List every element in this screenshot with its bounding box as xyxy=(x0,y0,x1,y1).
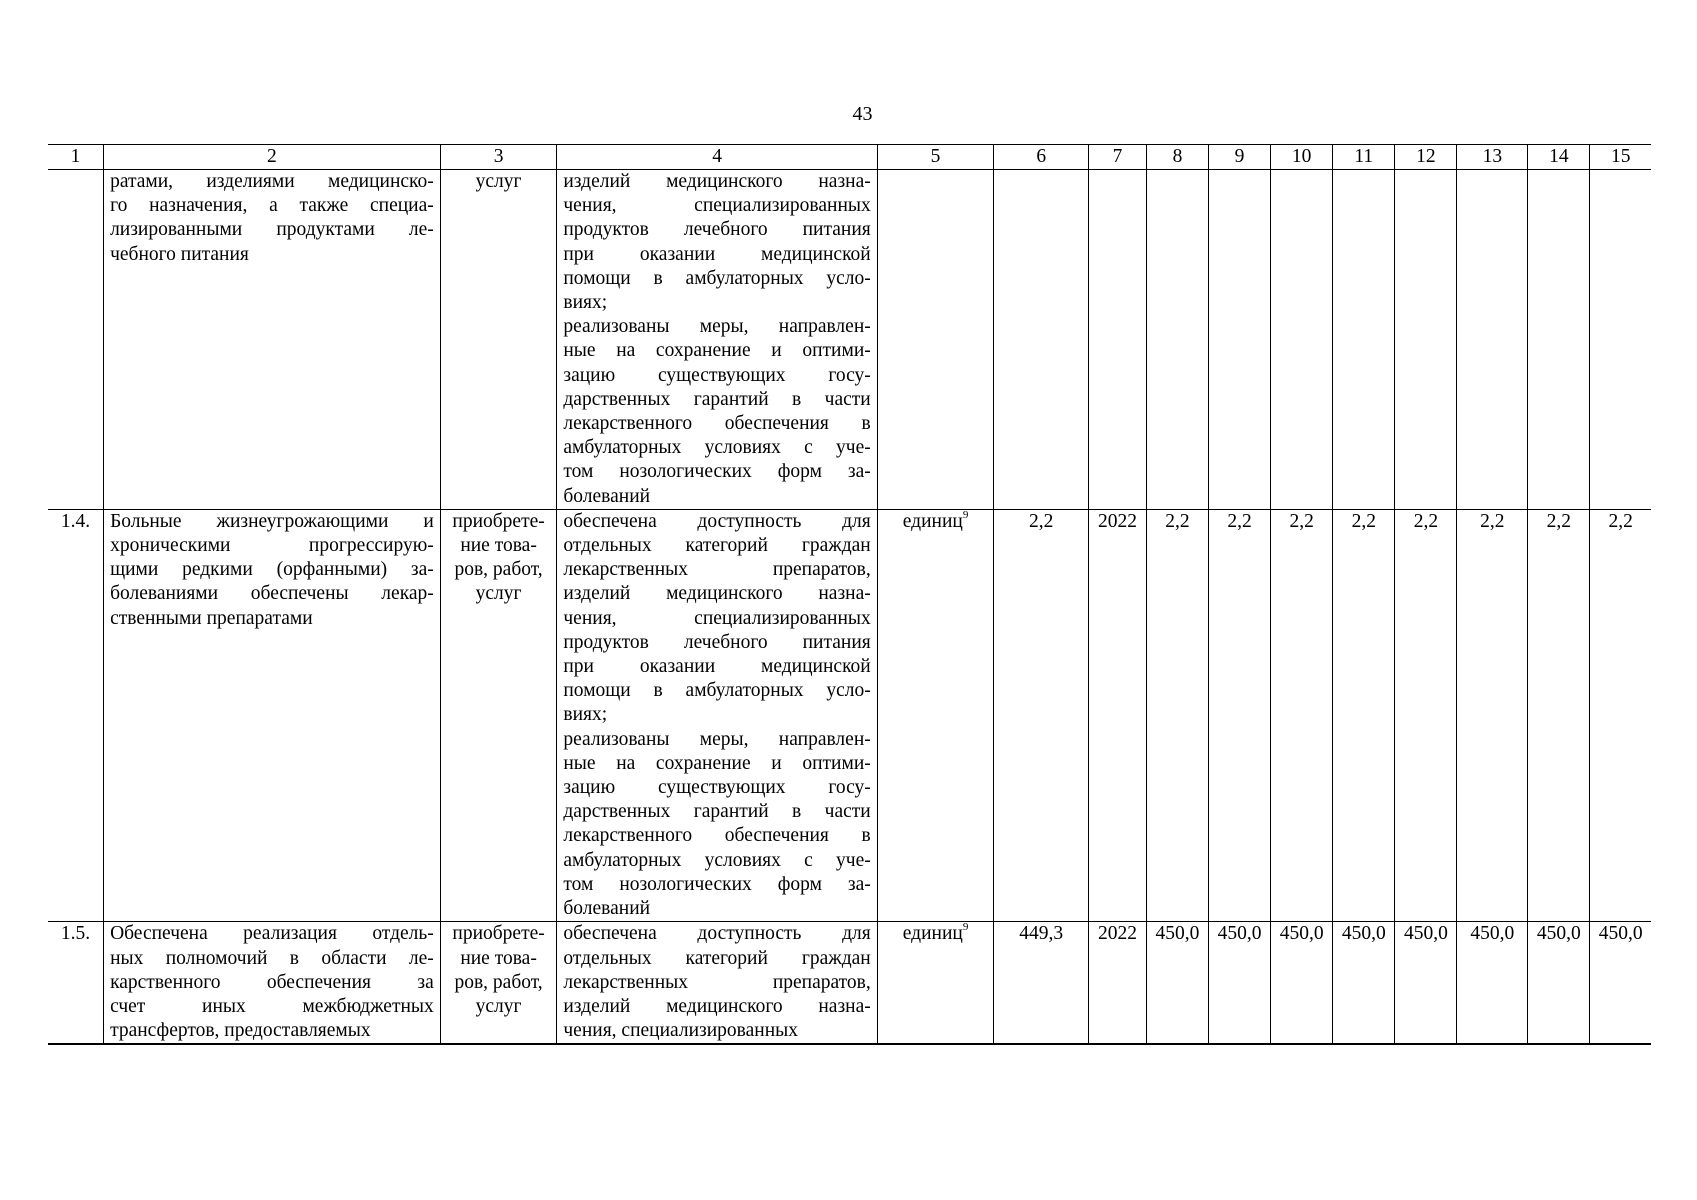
text-line: щими редкими (орфанными) за- xyxy=(110,559,434,581)
year-value-cell: 450,0 xyxy=(1271,922,1333,1045)
year-value-cell: 2,2 xyxy=(1271,509,1333,921)
text-line: реализованы меры, направлен- xyxy=(563,728,871,750)
text-line: го назначения, а также специа- xyxy=(110,195,434,217)
text-line: том нозологических форм за- xyxy=(563,873,871,895)
text-line: ные на сохранение и оптими- xyxy=(563,340,871,362)
year-value-cell: 450,0 xyxy=(1528,922,1590,1045)
footnote-marker: 9 xyxy=(962,508,969,521)
unit-cell xyxy=(877,509,994,921)
text-line: ние това- xyxy=(460,535,537,557)
text-line: приобрете- xyxy=(452,923,545,945)
text-line: дарственных гарантий в части xyxy=(563,388,871,410)
year-value-cell: 450,0 xyxy=(1590,922,1651,1045)
structural-element-type-cell xyxy=(440,170,557,510)
column-number-7: 7 xyxy=(1089,145,1147,170)
structural-element-type-cell xyxy=(440,509,557,921)
column-number-3: 3 xyxy=(440,145,557,170)
text-line: Больные жизнеугрожающими и xyxy=(110,510,434,532)
year-value-cell: 450,0 xyxy=(1395,922,1457,1045)
text-line: амбулаторных условиях с уче- xyxy=(563,437,871,459)
text-line: чения, специализированных xyxy=(563,1020,799,1042)
text-line: лекарственного обеспечения в xyxy=(563,825,871,847)
year-value-cell xyxy=(1457,170,1528,510)
text-line: лизированными продуктами ле- xyxy=(110,219,434,241)
text-line: услуг xyxy=(475,583,522,605)
text-line: ров, работ, xyxy=(454,971,543,993)
text-line: обеспечена доступность для xyxy=(563,923,871,945)
unit-cell xyxy=(877,922,994,1045)
column-number-14: 14 xyxy=(1528,145,1590,170)
base-year-cell: 2022 xyxy=(1089,509,1147,921)
table-row xyxy=(48,170,1651,510)
text-line: продуктов лечебного питания xyxy=(563,219,871,241)
text-line: реализованы меры, направлен- xyxy=(563,316,871,338)
year-value-cell xyxy=(1590,170,1651,510)
text-line: том нозологических форм за- xyxy=(563,461,871,483)
text-line: ратами, изделиями медицинско- xyxy=(110,171,434,192)
text-line: изделий медицинского назна- xyxy=(563,995,871,1017)
text-line: ственными препаратами xyxy=(110,607,313,629)
year-value-cell xyxy=(1146,170,1208,510)
text-line: продуктов лечебного питания xyxy=(563,631,871,653)
text-line: виях; xyxy=(563,704,608,726)
year-value-cell: 2,2 xyxy=(1528,509,1590,921)
footnote-marker: 9 xyxy=(962,921,969,934)
year-value-cell: 2,2 xyxy=(1457,509,1528,921)
unit-label: единиц xyxy=(902,923,963,945)
column-number-6: 6 xyxy=(994,145,1089,170)
text-line: при оказании медицинской xyxy=(563,243,871,265)
year-value-cell: 2,2 xyxy=(1590,509,1651,921)
text-line: карственного обеспечения за xyxy=(110,971,434,993)
text-line: услуг xyxy=(475,995,522,1017)
base-value-cell: 449,3 xyxy=(994,922,1089,1045)
base-value-cell: 2,2 xyxy=(994,509,1089,921)
result-description-cell xyxy=(557,509,877,921)
text-line: изделий медицинского назна- xyxy=(563,171,871,192)
page-number: 43 xyxy=(852,103,873,125)
task-name-cell xyxy=(104,922,441,1045)
column-number-11: 11 xyxy=(1333,145,1395,170)
column-number-10: 10 xyxy=(1271,145,1333,170)
base-value-cell xyxy=(994,170,1089,510)
year-value-cell: 2,2 xyxy=(1146,509,1208,921)
column-number-9: 9 xyxy=(1209,145,1271,170)
text-line: лекарственного обеспечения в xyxy=(563,413,871,435)
year-value-cell xyxy=(1271,170,1333,510)
year-value-cell: 2,2 xyxy=(1395,509,1457,921)
text-line: болеваний xyxy=(563,898,651,920)
text-line: счет иных межбюджетных xyxy=(110,995,434,1017)
text-line: отдельных категорий граждан xyxy=(563,535,871,557)
task-name-cell xyxy=(104,170,441,510)
text-line: чебного питания xyxy=(110,243,249,265)
text-line: трансфертов, предоставляемых xyxy=(110,1020,371,1042)
structural-element-type-cell xyxy=(440,922,557,1045)
text-line: зацию существующих госу- xyxy=(563,777,871,799)
text-line: виях; xyxy=(563,292,608,314)
text-line: изделий медицинского назна- xyxy=(563,583,871,605)
text-line: ные на сохранение и оптими- xyxy=(563,752,871,774)
text-line: болеваний xyxy=(563,485,651,507)
text-line: ных полномочий в области ле- xyxy=(110,947,434,969)
year-value-cell: 450,0 xyxy=(1146,922,1208,1045)
column-number-row xyxy=(48,145,1651,170)
year-value-cell: 2,2 xyxy=(1209,509,1271,921)
year-value-cell xyxy=(1528,170,1590,510)
column-number-15: 15 xyxy=(1590,145,1651,170)
task-name-cell xyxy=(104,509,441,921)
year-value-cell xyxy=(1395,170,1457,510)
year-value-cell: 450,0 xyxy=(1333,922,1395,1045)
base-year-cell: 2022 xyxy=(1089,922,1147,1045)
text-line: обеспечена доступность для xyxy=(563,510,871,532)
text-line: зацию существующих госу- xyxy=(563,364,871,386)
text-line: дарственных гарантий в части xyxy=(563,801,871,823)
text-line: амбулаторных условиях с уче- xyxy=(563,849,871,871)
text-line: при оказании медицинской xyxy=(563,656,871,678)
unit-label: единиц xyxy=(902,510,963,532)
text-line: отдельных категорий граждан xyxy=(563,947,871,969)
text-line: услуг xyxy=(475,171,522,192)
text-line: болеваниями обеспечены лекар- xyxy=(110,583,434,605)
year-value-cell: 2,2 xyxy=(1333,509,1395,921)
text-line: помощи в амбулаторных усло- xyxy=(563,267,871,289)
text-line: Обеспечена реализация отдель- xyxy=(110,923,434,945)
row-number-cell: 1.5. xyxy=(48,922,104,1045)
column-number-4: 4 xyxy=(557,145,877,170)
result-description-cell xyxy=(557,922,877,1045)
text-line: лекарственных препаратов, xyxy=(563,971,871,993)
year-value-cell: 450,0 xyxy=(1209,922,1271,1045)
table-row xyxy=(48,922,1651,1045)
column-number-8: 8 xyxy=(1146,145,1208,170)
table-row xyxy=(48,509,1651,921)
year-value-cell xyxy=(1209,170,1271,510)
text-line: чения, специализированных xyxy=(563,607,871,629)
text-line: хроническими прогрессирую- xyxy=(110,535,434,557)
base-year-cell xyxy=(1089,170,1147,510)
column-number-12: 12 xyxy=(1395,145,1457,170)
text-line: приобрете- xyxy=(452,510,545,532)
program-table xyxy=(48,144,1651,1045)
text-line: лекарственных препаратов, xyxy=(563,559,871,581)
year-value-cell xyxy=(1333,170,1395,510)
text-line: чения, специализированных xyxy=(563,195,871,217)
column-number-5: 5 xyxy=(877,145,994,170)
text-line: ров, работ, xyxy=(454,559,543,581)
year-value-cell: 450,0 xyxy=(1457,922,1528,1045)
column-number-13: 13 xyxy=(1457,145,1528,170)
row-number-cell: 1.4. xyxy=(48,509,104,921)
row-number-cell xyxy=(48,170,104,510)
text-line: помощи в амбулаторных усло- xyxy=(563,680,871,702)
unit-cell xyxy=(877,170,994,510)
text-line: ние това- xyxy=(460,947,537,969)
column-number-1: 1 xyxy=(48,145,104,170)
column-number-2: 2 xyxy=(104,145,441,170)
result-description-cell xyxy=(557,170,877,510)
